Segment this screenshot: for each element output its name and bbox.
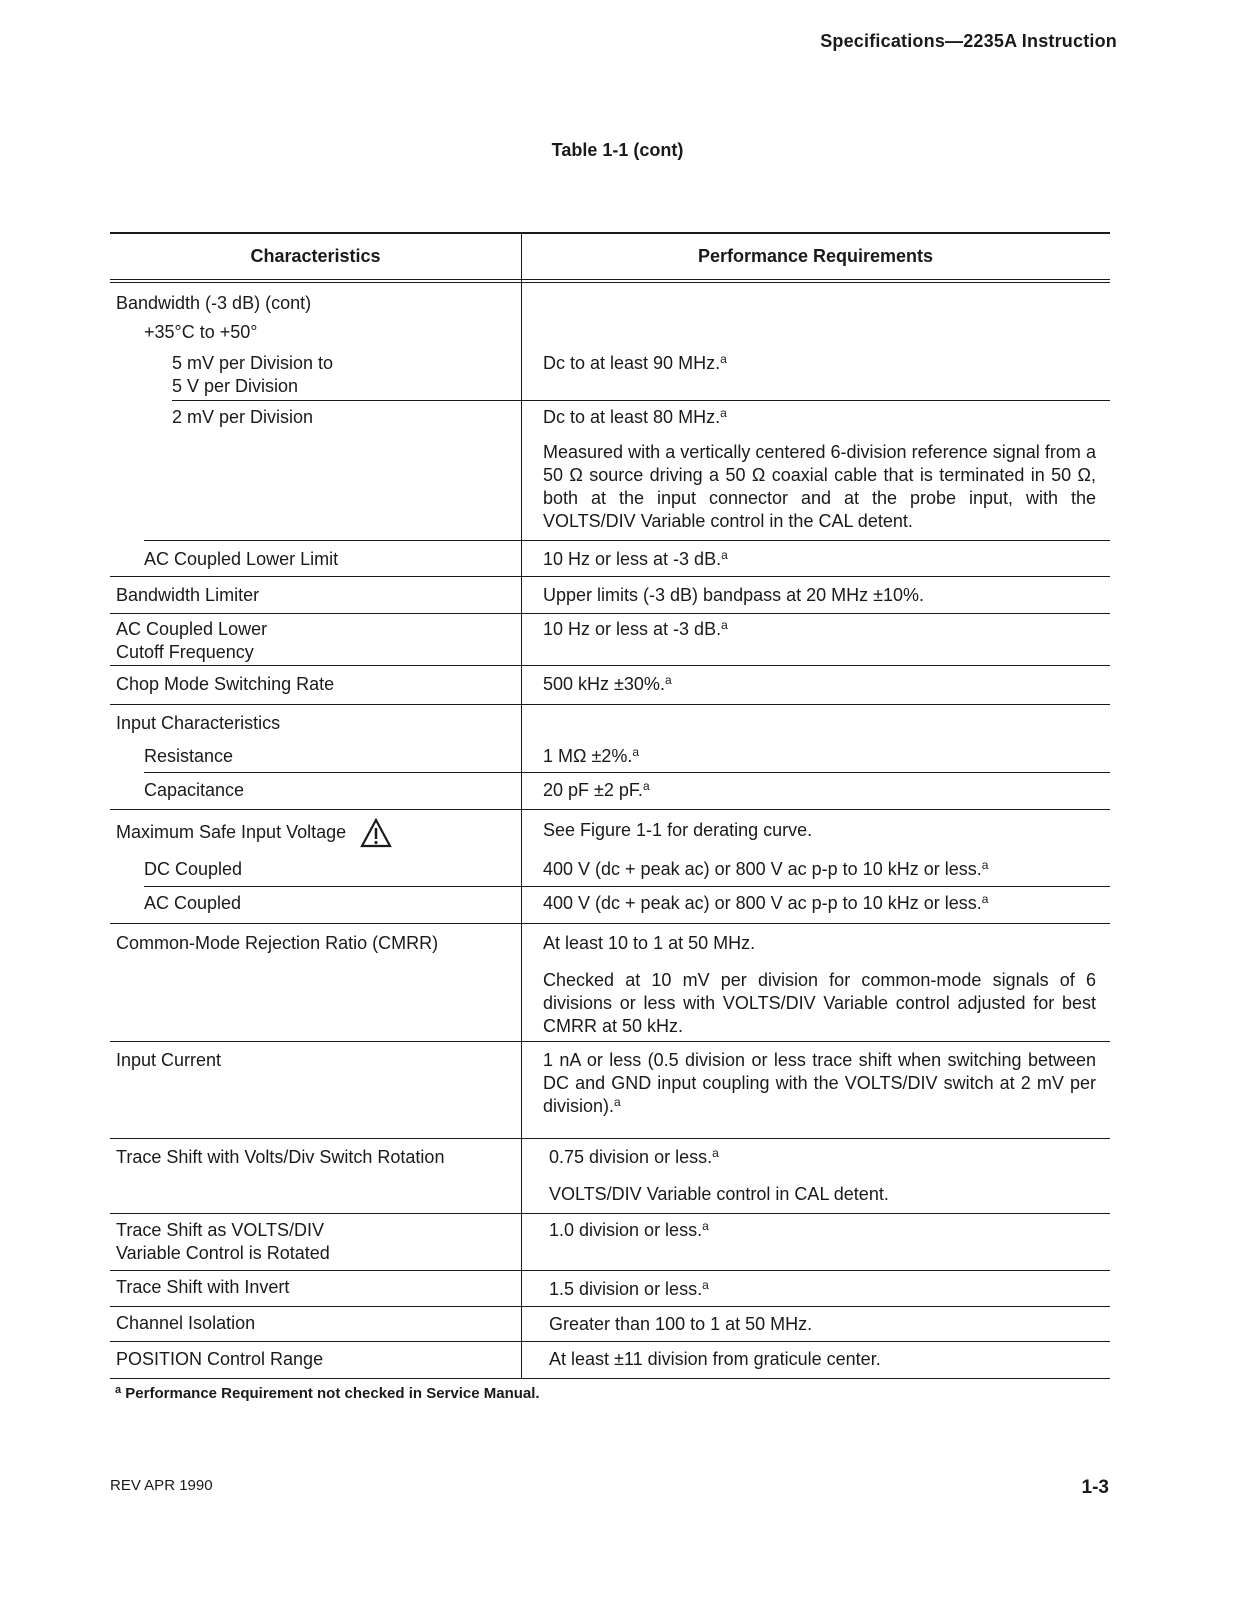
char-cell xyxy=(110,577,521,613)
char-text: Variable Control is Rotated xyxy=(116,1243,330,1263)
footnote-ref: a xyxy=(614,1095,621,1109)
char-cell xyxy=(110,1042,521,1138)
perf-text: See Figure 1-1 for derating curve. xyxy=(543,820,813,840)
char-cell xyxy=(110,810,521,850)
footnote-ref: a xyxy=(702,1219,709,1233)
spec-table xyxy=(110,232,1110,1379)
footnote-ref: a xyxy=(702,1278,709,1292)
char-cell xyxy=(110,705,521,739)
running-header: Specifications—2235A Instruction xyxy=(820,31,1117,51)
table-row xyxy=(110,343,1110,401)
perf-text: 20 pF ±2 pF. xyxy=(543,780,643,800)
perf-cell xyxy=(521,1139,1110,1213)
table-row xyxy=(110,283,1110,313)
perf-text: Greater than 100 to 1 at 50 MHz. xyxy=(549,1314,813,1334)
table-title: Table 1-1 (cont) xyxy=(551,140,684,160)
table-row xyxy=(110,577,1110,614)
char-cell xyxy=(110,773,521,810)
char-cell xyxy=(110,739,521,773)
table-row xyxy=(110,887,1110,924)
char-cell xyxy=(110,401,521,541)
table-row xyxy=(110,705,1110,739)
char-cell xyxy=(110,1139,521,1213)
table-row xyxy=(110,614,1110,666)
table-row xyxy=(110,541,1110,577)
char-cell xyxy=(110,666,521,704)
perf-cell xyxy=(521,810,1110,850)
perf-cell xyxy=(521,739,1110,773)
table-row xyxy=(110,666,1110,705)
perf-text: 10 Hz or less at -3 dB. xyxy=(543,619,722,639)
perf-text: 1 nA or less (0.5 division or less trace shift when switching between DC and GND input coupling with the VOLTS/DIV switch at 2 mV per division). xyxy=(543,1050,1096,1116)
char-text: +35°C to +50° xyxy=(144,322,258,342)
table-row xyxy=(110,1214,1110,1271)
table-row xyxy=(110,313,1110,343)
char-cell xyxy=(110,313,521,343)
perf-text: 1.0 division or less. xyxy=(549,1220,703,1240)
table-footnote xyxy=(115,1385,540,1402)
char-cell xyxy=(110,283,521,313)
char-text: AC Coupled Lower xyxy=(116,619,268,639)
char-cell xyxy=(110,1307,521,1341)
table-row xyxy=(110,1042,1110,1139)
footnote-ref: a xyxy=(664,673,672,687)
perf-cell xyxy=(521,541,1110,577)
table-row xyxy=(110,810,1110,850)
perf-text: 400 V (dc + peak ac) or 800 V ac p-p to 10 kHz or less. xyxy=(543,859,982,879)
char-text: Bandwidth Limiter xyxy=(116,585,260,605)
char-cell xyxy=(110,1214,521,1270)
perf-note: Checked at 10 mV per division for common-mode signals of 6 divisions or less with VOLTS/DIV Variable control adjusted for best CMRR at 50 kHz. xyxy=(543,970,1096,1036)
warning-triangle-icon xyxy=(360,818,392,854)
char-text: POSITION Control Range xyxy=(116,1349,324,1369)
perf-text: 500 kHz ±30%. xyxy=(543,674,665,694)
perf-text: Upper limits (-3 dB) bandpass at 20 MHz ±10%. xyxy=(543,585,925,605)
header-performance: Performance Requirements xyxy=(697,246,934,266)
footnote-ref: a xyxy=(720,352,727,366)
perf-note: Measured with a vertically centered 6-division reference signal from a 50 Ω source driving a 50 Ω coaxial cable that is terminated in 50 Ω, both at the input connector and at the probe input, with the VOLTS/DIV Variable control in the CAL detent. xyxy=(543,442,1096,531)
footnote-marker: a xyxy=(115,1384,122,1396)
perf-cell xyxy=(521,850,1110,887)
perf-cell xyxy=(521,1042,1110,1138)
perf-cell xyxy=(521,924,1110,1041)
char-cell xyxy=(110,887,521,924)
page-number: 1-3 xyxy=(1081,1477,1109,1498)
perf-cell xyxy=(521,1214,1110,1270)
char-text: 5 V per Division xyxy=(172,376,299,396)
char-text: Channel Isolation xyxy=(116,1313,256,1333)
perf-cell xyxy=(521,1307,1110,1341)
char-text: AC Coupled Lower Limit xyxy=(144,549,339,569)
perf-cell xyxy=(521,1342,1110,1378)
char-cell xyxy=(110,1342,521,1378)
table-row xyxy=(110,1139,1110,1214)
perf-text: 1.5 division or less. xyxy=(549,1279,703,1299)
footnote-ref: a xyxy=(721,618,728,632)
char-text: 2 mV per Division xyxy=(172,407,314,427)
char-cell xyxy=(110,614,521,665)
perf-cell xyxy=(521,577,1110,613)
perf-cell xyxy=(521,614,1110,665)
footnote-ref: a xyxy=(981,858,989,872)
char-text: Input Characteristics xyxy=(116,713,281,733)
table-row xyxy=(110,739,1110,773)
perf-text: At least 10 to 1 at 50 MHz. xyxy=(543,933,756,953)
perf-cell xyxy=(521,773,1110,810)
perf-text: 400 V (dc + peak ac) or 800 V ac p-p to 10 kHz or less. xyxy=(543,893,982,913)
footnote-ref: a xyxy=(632,745,640,759)
char-text: Resistance xyxy=(144,746,234,766)
footnote-text: Performance Requirement not checked in Service Manual. xyxy=(125,1385,540,1402)
perf-cell xyxy=(521,401,1110,541)
table-row xyxy=(110,850,1110,887)
perf-note: VOLTS/DIV Variable control in CAL detent. xyxy=(549,1184,889,1204)
footnote-ref: a xyxy=(720,406,727,420)
char-cell xyxy=(110,924,521,1041)
perf-text: 0.75 division or less. xyxy=(549,1147,713,1167)
footnote-ref: a xyxy=(721,548,728,562)
char-text: Cutoff Frequency xyxy=(116,642,254,662)
perf-text: 10 Hz or less at -3 dB. xyxy=(543,549,722,569)
char-text: Input Current xyxy=(116,1050,222,1070)
char-text: Trace Shift with Invert xyxy=(116,1277,290,1297)
footnote-ref: a xyxy=(712,1146,719,1160)
footnote-ref: a xyxy=(981,892,989,906)
char-text: 5 mV per Division to xyxy=(172,353,334,373)
perf-text: 1 MΩ ±2%. xyxy=(543,746,633,766)
char-text: Capacitance xyxy=(144,780,245,800)
char-cell xyxy=(110,343,521,401)
perf-cell xyxy=(521,887,1110,924)
table-header xyxy=(110,234,1110,283)
revision-date: REV APR 1990 xyxy=(110,1477,213,1494)
header-characteristics: Characteristics xyxy=(250,246,381,266)
perf-cell xyxy=(521,666,1110,704)
table-row xyxy=(110,1271,1110,1307)
char-text: Trace Shift as VOLTS/DIV xyxy=(116,1220,325,1240)
char-text: AC Coupled xyxy=(144,893,242,913)
footnote-ref: a xyxy=(642,779,650,793)
char-cell xyxy=(110,1271,521,1306)
perf-cell xyxy=(521,343,1110,401)
table-row xyxy=(110,924,1110,1042)
table-row xyxy=(110,1342,1110,1379)
char-text: Trace Shift with Volts/Div Switch Rotation xyxy=(116,1147,445,1167)
char-cell xyxy=(110,541,521,577)
char-text: Common-Mode Rejection Ratio (CMRR) xyxy=(116,933,439,953)
table-row xyxy=(110,773,1110,810)
table-row xyxy=(110,1307,1110,1342)
char-text: Bandwidth (-3 dB) (cont) xyxy=(116,293,312,313)
perf-text: At least ±11 division from graticule center. xyxy=(549,1349,881,1369)
char-cell xyxy=(110,850,521,887)
char-text: DC Coupled xyxy=(144,859,243,879)
char-text: Maximum Safe Input Voltage xyxy=(116,822,347,842)
table-row xyxy=(110,401,1110,541)
perf-text: Dc to at least 90 MHz. xyxy=(543,353,721,373)
char-text: Chop Mode Switching Rate xyxy=(116,674,335,694)
perf-text: Dc to at least 80 MHz. xyxy=(543,407,721,427)
perf-cell xyxy=(521,1271,1110,1306)
